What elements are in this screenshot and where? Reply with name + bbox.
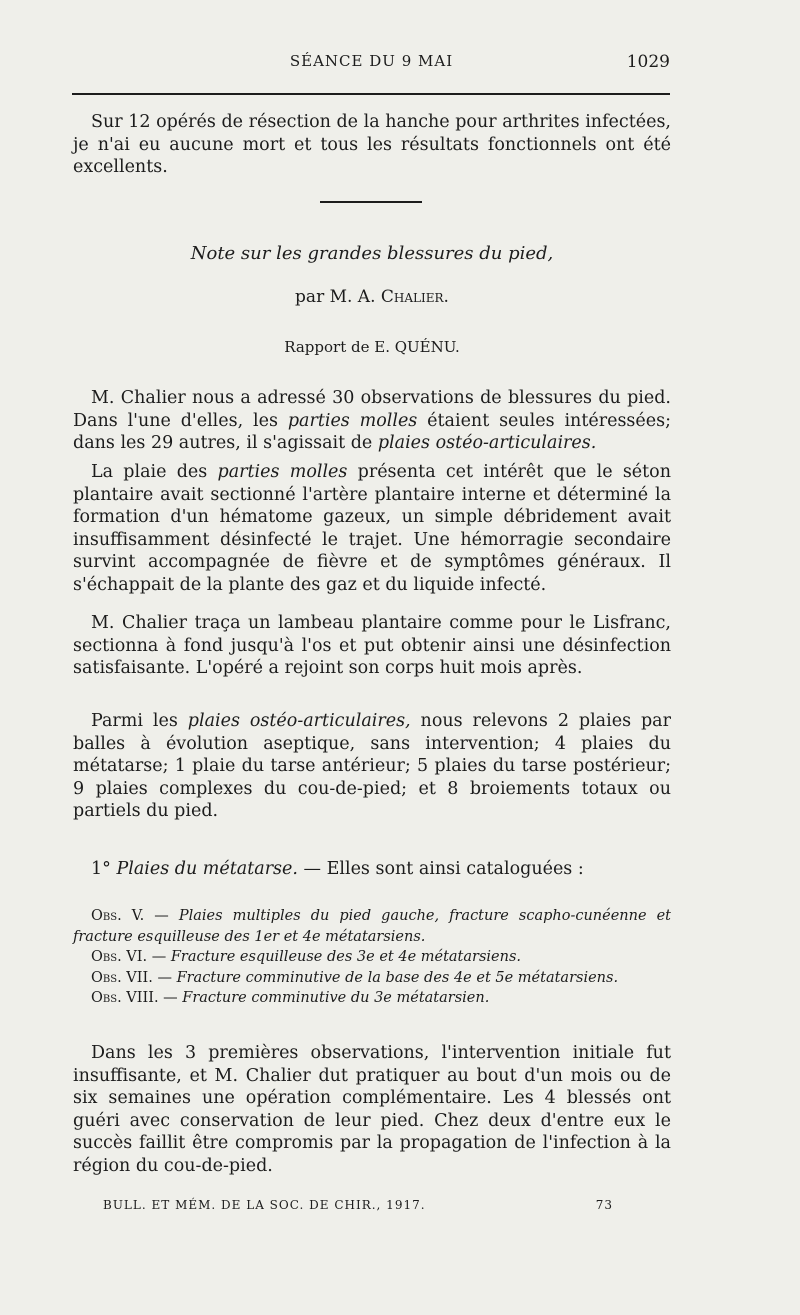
running-title: SÉANCE DU 9 MAI (289, 52, 454, 70)
observation-item: Obs. VI. — Fracture esquilleuse des 3e et 4e métatarsiens. (91, 949, 522, 965)
paragraph-1 (73, 387, 671, 455)
closing-paragraph: Dans les 3 premières observations, l'intervention initiale fut insuffisante, et M. Chalier dut pratiquer au bout d'un mois ou de six semaines une opération complémentaire. Les 4 blessés ont guéri avec conservation de leur pied. Chez deux d'entre eux le succès faillit être compromis par la propagation de l'infection à la région du cou-de-pied. (73, 1043, 671, 1176)
page-number: 1029 (626, 52, 670, 72)
running-head (73, 52, 670, 76)
observation-item: Obs. VII. — Fracture comminutive de la base des 4e et 5e métatarsiens. (91, 969, 619, 986)
observation-text: Fracture esquilleuse des 3e et 4e métatarsiens. (170, 949, 522, 965)
article-byline (73, 287, 671, 307)
article-title: Note sur les grandes blessures du pied, (190, 243, 554, 264)
observation-label: Obs. VI. (91, 949, 148, 965)
report-line (73, 338, 671, 356)
report-prefix: Rapport de E. (284, 338, 395, 356)
reporter-name: QUÉNU. (394, 338, 460, 356)
p2-text-c: présenta cet intérêt que le séton plantaire avait sectionné l'artère plantaire interne et déterminé la formation d'un hématome gazeux, un simple débridement avait insuffisamment désinfecté le trajet. Une hémorragie secondaire survint accompagnée de fièvre et de symptômes généraux. Il s'échappait de la plante des gaz et du liquide infecté. (73, 462, 671, 595)
paragraph-3: M. Chalier traça un lambeau plantaire comme pour le Lisfranc, sectionna à fond jusqu'à l'os et put obtenir ainsi une désinfection satisfaisante. L'opéré a rejoint son corps huit mois après. (73, 613, 671, 679)
paragraph-2 (73, 461, 671, 597)
section-number: 1° (91, 859, 111, 879)
header-rule (72, 93, 670, 95)
observation-label: Obs. V. (91, 908, 145, 924)
footer-citation: BULL. ET MÉM. DE LA SOC. DE CHIR., 1917. (103, 1198, 426, 1212)
p1-text-a: M. Chalier nous a adressé 30 observations de blessures du pied. Dans l'une d'elles, les (73, 388, 671, 431)
section-heading (73, 858, 671, 881)
section-divider (320, 201, 422, 203)
p1-italic-b: parties molles (287, 410, 418, 431)
observation-label: Obs. VIII. (91, 990, 159, 1006)
observation-item: Obs. V. — Plaies multiples du pied gauche, fracture scapho-cunéenne et fracture esquilleuse des 1er et 4e métatarsiens. (73, 908, 672, 945)
intro-paragraph: Sur 12 opérés de résection de la hanche pour arthrites infectées, je n'ai eu aucune mort et tous les résultats fonctionnels ont été excellents. (73, 112, 671, 178)
p1-text-c: étaient seules intéressées; dans les 29 autres, il s'agissait de (73, 410, 671, 454)
observations-list (73, 906, 671, 1009)
p1-italic-d: plaies ostéo-articulaires. (377, 433, 597, 454)
byline-prefix: par M. A. (295, 287, 381, 307)
paragraph-4 (73, 710, 671, 823)
observation-text: Fracture comminutive du 3e métatarsien. (182, 990, 490, 1006)
p2-text-a: La plaie des (91, 462, 218, 482)
observation-text: Fracture comminutive de la base des 4e et 5e métatarsiens. (176, 969, 619, 986)
p4-text-c: nous relevons 2 plaies par balles à évolution aseptique, sans intervention; 4 plaies du métatarse; 1 plaie du tarse antérieur; 5 plaies du tarse postérieur; 9 plaies complexes du cou-de-pied; et 8 broiements totaux ou partiels du pied. (73, 711, 671, 822)
p2-italic-b: parties molles (217, 462, 348, 482)
page-footer (103, 1198, 623, 1218)
observation-item: Obs. VIII. — Fracture comminutive du 3e métatarsien. (91, 990, 490, 1006)
p4-italic-b: plaies ostéo-articulaires, (187, 711, 411, 731)
observation-text: Plaies multiples du pied gauche, fracture scapho-cunéenne et fracture esquilleuse des 1er et 4e métatarsiens. (73, 908, 672, 945)
footer-signature: 73 (595, 1198, 613, 1212)
section-title: Plaies du métatarse. (116, 859, 298, 879)
author-name: Chalier. (380, 287, 449, 307)
p4-text-a: Parmi les (91, 711, 188, 731)
observation-label: Obs. VII. (91, 969, 153, 986)
section-text: — Elles sont ainsi cataloguées : (297, 859, 584, 879)
